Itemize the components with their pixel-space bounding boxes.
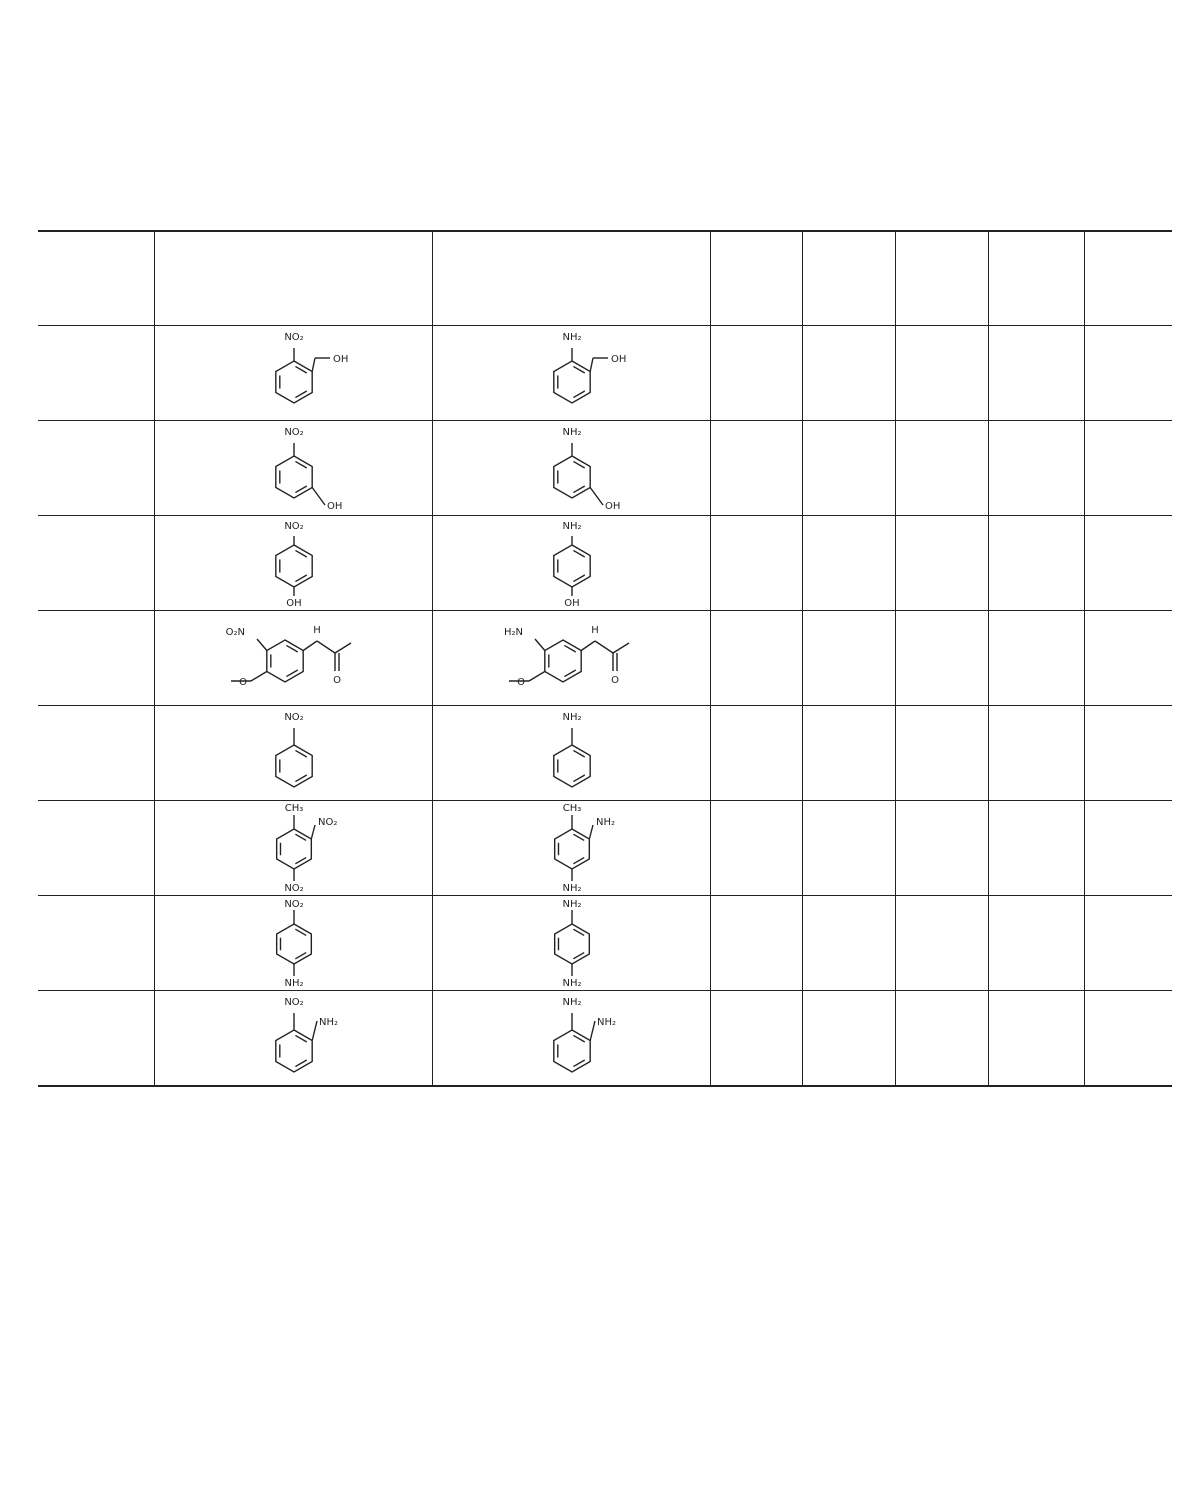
- atom-label: OH: [610, 354, 626, 365]
- atom-label: NH₂: [561, 332, 582, 343]
- atom-label: NH₂: [561, 978, 582, 989]
- atom-label: NH₂: [561, 427, 582, 438]
- reaction-pressure-value: [895, 991, 988, 1087]
- atom-label: NH₂: [561, 521, 582, 532]
- table-row: [38, 801, 1172, 896]
- selectivity-value: [1084, 991, 1172, 1087]
- reaction-pressure-value: [895, 706, 988, 801]
- atom-label: NO₂: [283, 883, 304, 894]
- atom-label: NH₂: [596, 1017, 616, 1028]
- product-structure: [432, 611, 710, 706]
- catalyst-value: [710, 421, 802, 516]
- bond-line: [275, 745, 311, 787]
- atom-label: O: [332, 675, 341, 686]
- catalyst-value: [710, 326, 802, 421]
- col-header-catalyst: [710, 231, 802, 326]
- selectivity-value: [1084, 896, 1172, 991]
- bond-line: [275, 361, 311, 403]
- raw-material-structure: [154, 991, 432, 1087]
- product-structure: [432, 896, 710, 991]
- catalyst-value: [710, 706, 802, 801]
- raw-material-structure: [154, 421, 432, 516]
- reaction-time-value: [802, 801, 895, 896]
- conversion-value: [988, 516, 1084, 611]
- product-structure: [432, 991, 710, 1087]
- bond-line: [590, 1021, 595, 1041]
- product-structure: [432, 421, 710, 516]
- col-header-selectivity: [1084, 231, 1172, 326]
- reaction-time-value: [802, 611, 895, 706]
- row-index: [38, 801, 154, 896]
- atom-label: CH₃: [284, 803, 303, 814]
- reaction-time-value: [802, 421, 895, 516]
- bond-line: [317, 641, 335, 653]
- atom-label: OH: [563, 598, 580, 609]
- bond-line: [275, 456, 311, 498]
- atom-label: O: [516, 677, 525, 688]
- selectivity-value: [1084, 801, 1172, 896]
- raw-material-structure: [154, 706, 432, 801]
- atom-label: O: [610, 675, 619, 686]
- atom-label: O₂N: [225, 627, 245, 638]
- conversion-value: [988, 326, 1084, 421]
- bond-line: [553, 545, 589, 587]
- bond-line: [613, 643, 629, 653]
- bond-line: [589, 825, 593, 839]
- raw-material-structure: [154, 326, 432, 421]
- bond-line: [590, 358, 593, 372]
- raw-material-structure: [154, 611, 432, 706]
- conversion-value: [988, 611, 1084, 706]
- selectivity-value: [1084, 611, 1172, 706]
- reaction-time-value: [802, 706, 895, 801]
- bond-line: [554, 829, 589, 869]
- header-row: [38, 231, 1172, 326]
- bond-line: [553, 745, 589, 787]
- atom-label: NO₂: [283, 712, 304, 723]
- table-row: [38, 991, 1172, 1087]
- bond-line: [335, 643, 351, 653]
- application-case-table: [38, 230, 1172, 1087]
- atom-label: NO₂: [317, 817, 337, 828]
- bond-line: [595, 641, 613, 653]
- product-structure: [432, 326, 710, 421]
- bond-line: [553, 456, 589, 498]
- atom-label: OH: [285, 598, 302, 609]
- atom-label: O: [238, 677, 247, 688]
- reaction-pressure-value: [895, 516, 988, 611]
- product-structure: [432, 706, 710, 801]
- reaction-time-value: [802, 326, 895, 421]
- conversion-value: [988, 801, 1084, 896]
- table-row: [38, 516, 1172, 611]
- bond-line: [590, 488, 603, 506]
- conversion-value: [988, 706, 1084, 801]
- selectivity-value: [1084, 421, 1172, 516]
- bond-line: [312, 358, 315, 372]
- row-index: [38, 421, 154, 516]
- atom-label: NO₂: [283, 427, 304, 438]
- raw-material-structure: [154, 516, 432, 611]
- reaction-time-value: [802, 896, 895, 991]
- atom-label: NH₂: [283, 978, 304, 989]
- raw-material-structure: [154, 801, 432, 896]
- atom-label: NH₂: [595, 817, 615, 828]
- col-header-index: [38, 231, 154, 326]
- product-structure: [432, 516, 710, 611]
- bond-line: [275, 545, 311, 587]
- reaction-time-value: [802, 516, 895, 611]
- table-row: [38, 421, 1172, 516]
- row-index: [38, 991, 154, 1087]
- selectivity-value: [1084, 326, 1172, 421]
- product-structure: [432, 801, 710, 896]
- atom-label: OH: [326, 501, 342, 512]
- table-row: [38, 706, 1172, 801]
- col-header-product: [432, 231, 710, 326]
- row-index: [38, 326, 154, 421]
- atom-label: NH₂: [561, 712, 582, 723]
- row-index: [38, 516, 154, 611]
- atom-label: NO₂: [283, 997, 304, 1008]
- col-header-reaction-pressure: [895, 231, 988, 326]
- atom-label: OH: [332, 354, 348, 365]
- catalyst-value: [710, 801, 802, 896]
- atom-label: NO₂: [283, 521, 304, 532]
- catalyst-value: [710, 516, 802, 611]
- atom-label: NO₂: [283, 899, 304, 910]
- atom-label: NO₂: [283, 332, 304, 343]
- reaction-pressure-value: [895, 326, 988, 421]
- bond-line: [275, 1030, 311, 1072]
- bond-line: [303, 641, 317, 651]
- conversion-value: [988, 421, 1084, 516]
- raw-material-structure: [154, 896, 432, 991]
- conversion-value: [988, 896, 1084, 991]
- table-row: [38, 326, 1172, 421]
- reaction-pressure-value: [895, 421, 988, 516]
- catalyst-value: [710, 991, 802, 1087]
- conversion-value: [988, 991, 1084, 1087]
- reaction-pressure-value: [895, 611, 988, 706]
- col-header-raw-material: [154, 231, 432, 326]
- bond-line: [554, 924, 589, 964]
- atom-label: OH: [604, 501, 620, 512]
- selectivity-value: [1084, 516, 1172, 611]
- bond-line: [276, 924, 311, 964]
- atom-label: NH₂: [561, 899, 582, 910]
- bond-line: [544, 640, 580, 682]
- catalyst-value: [710, 896, 802, 991]
- catalyst-value: [710, 611, 802, 706]
- atom-label: H: [312, 625, 321, 636]
- table-row: [38, 611, 1172, 706]
- bond-line: [553, 1030, 589, 1072]
- row-index: [38, 896, 154, 991]
- reaction-time-value: [802, 991, 895, 1087]
- bond-line: [311, 825, 315, 839]
- atom-label: NH₂: [318, 1017, 338, 1028]
- bond-line: [251, 672, 267, 682]
- bond-line: [276, 829, 311, 869]
- bond-line: [581, 641, 595, 651]
- reaction-pressure-value: [895, 801, 988, 896]
- bond-line: [312, 1021, 317, 1041]
- atom-label: H: [590, 625, 599, 636]
- table-row: [38, 896, 1172, 991]
- bond-line: [257, 639, 267, 651]
- selectivity-value: [1084, 706, 1172, 801]
- atom-label: CH₃: [562, 803, 581, 814]
- row-index: [38, 706, 154, 801]
- reaction-pressure-value: [895, 896, 988, 991]
- row-index: [38, 611, 154, 706]
- bond-line: [553, 361, 589, 403]
- col-header-reaction-time: [802, 231, 895, 326]
- atom-label: NH₂: [561, 883, 582, 894]
- bond-line: [312, 488, 325, 506]
- atom-label: H₂N: [503, 627, 523, 638]
- atom-label: NH₂: [561, 997, 582, 1008]
- bond-line: [535, 639, 545, 651]
- bond-line: [529, 672, 545, 682]
- bond-line: [266, 640, 302, 682]
- col-header-conversion: [988, 231, 1084, 326]
